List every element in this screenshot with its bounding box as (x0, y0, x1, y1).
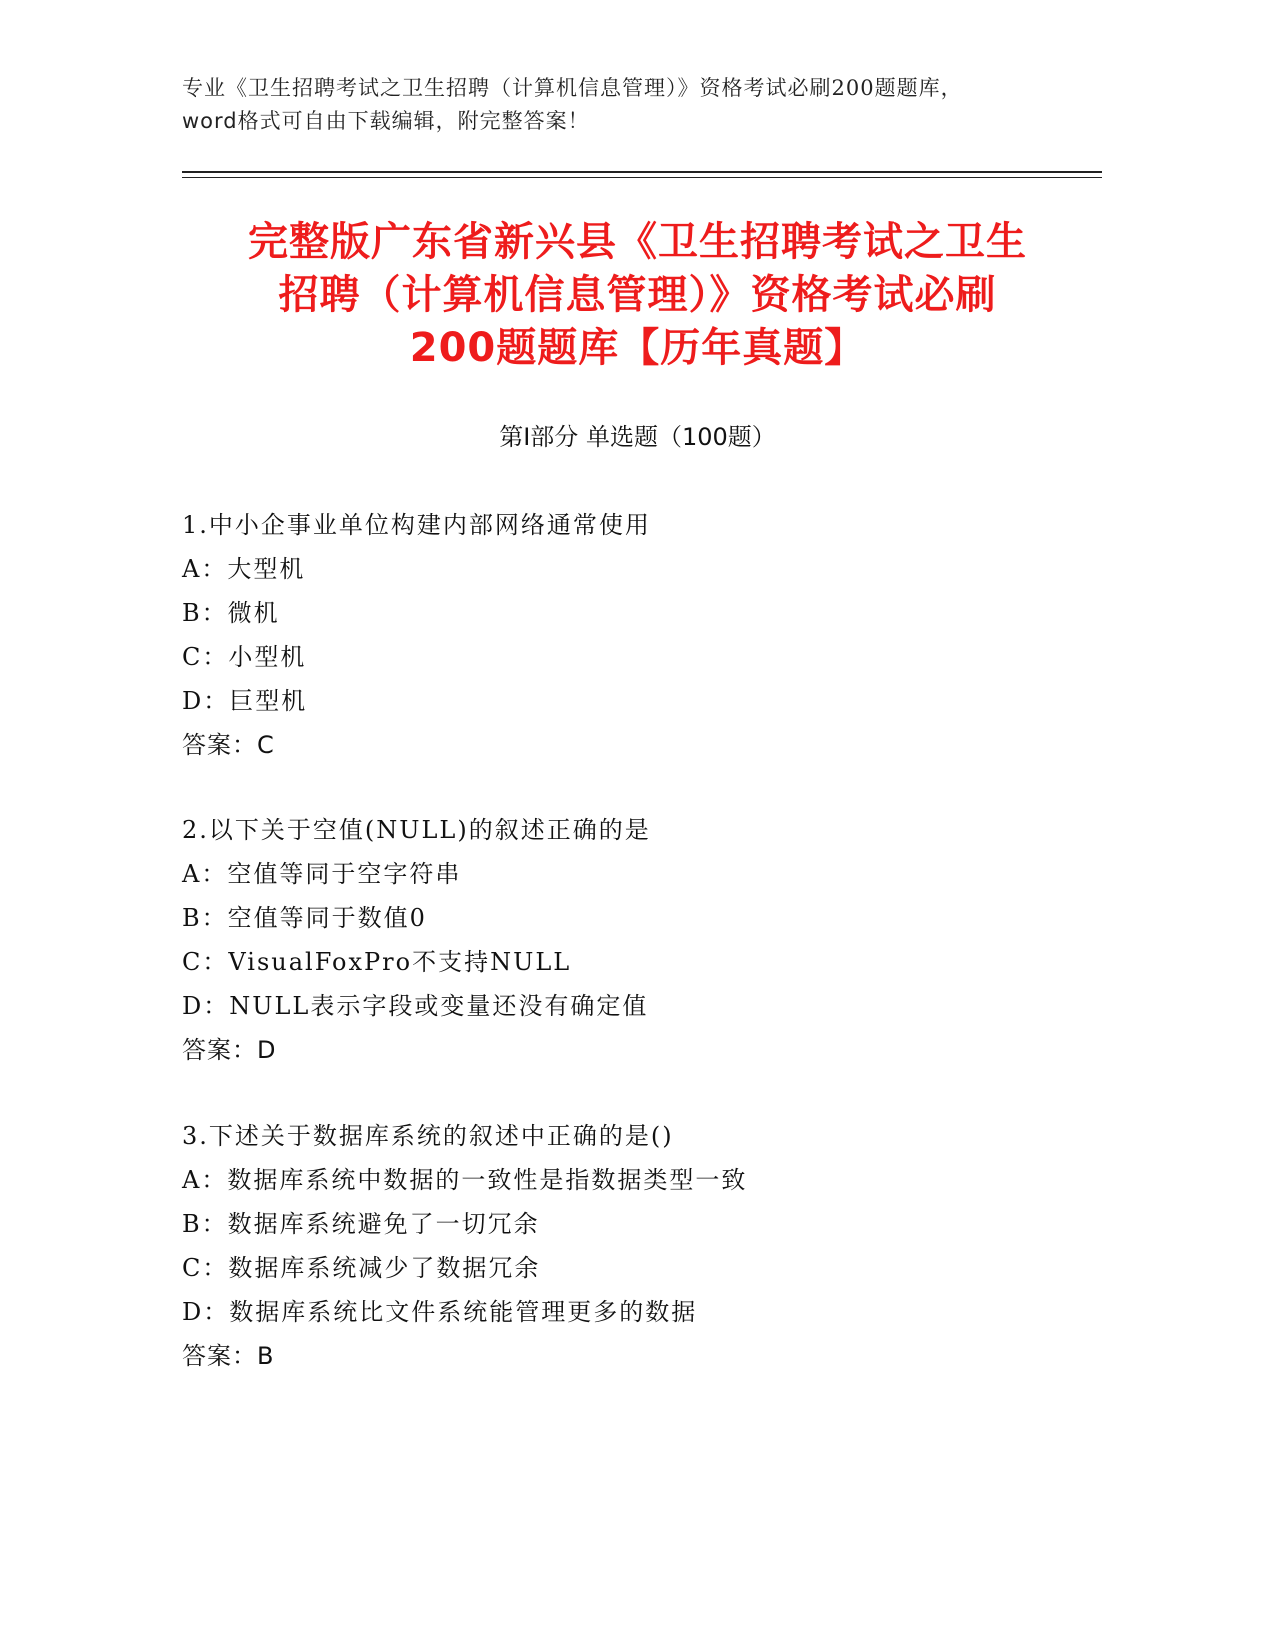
answer-key: 答案：B (182, 1342, 275, 1370)
header-divider-thick (182, 171, 1102, 173)
option-d: D：巨型机 (182, 687, 308, 715)
option-b: B：空值等同于数值0 (182, 904, 427, 932)
option-a: A：数据库系统中数据的一致性是指数据类型一致 (182, 1166, 748, 1194)
option-a: A：大型机 (182, 555, 306, 583)
option-d: D：数据库系统比文件系统能管理更多的数据 (182, 1298, 698, 1326)
question-1 (182, 503, 1082, 767)
question-stem: 2.以下关于空值(NULL)的叙述正确的是 (182, 816, 651, 844)
section-heading: 第Ⅰ部分 单选题（100题） (499, 423, 776, 451)
answer-key: 答案：D (182, 1036, 277, 1064)
option-a: A：空值等同于空字符串 (182, 860, 462, 888)
question-2 (182, 808, 1082, 1072)
question-stem: 1.中小企事业单位构建内部网络通常使用 (182, 511, 651, 539)
option-c: C：小型机 (182, 643, 307, 671)
document-title (160, 216, 1115, 375)
question-stem: 3.下述关于数据库系统的叙述中正确的是() (182, 1122, 674, 1150)
header-note-line-1: 专业《卫生招聘考试之卫生招聘（计算机信息管理）》资格考试必刷200题题库， (182, 76, 963, 100)
question-3 (182, 1114, 1082, 1378)
header-note (182, 72, 1102, 138)
option-d: D：NULL表示字段或变量还没有确定值 (182, 992, 649, 1020)
option-b: B：微机 (182, 599, 280, 627)
header-note-line-2: word格式可自由下载编辑，附完整答案！ (182, 109, 590, 133)
answer-key: 答案：C (182, 731, 275, 759)
option-b: B：数据库系统避免了一切冗余 (182, 1210, 540, 1238)
header-divider-thin (182, 177, 1102, 178)
option-c: C：数据库系统减少了数据冗余 (182, 1254, 541, 1282)
document-title-line-1: 完整版广东省新兴县《卫生招聘考试之卫生 (248, 219, 1027, 265)
document-title-line-2: 招聘（计算机信息管理）》资格考试必刷 (278, 272, 997, 318)
document-title-line-3: 200题题库【历年真题】 (409, 325, 866, 371)
option-c: C：VisualFoxPro不支持NULL (182, 948, 572, 976)
